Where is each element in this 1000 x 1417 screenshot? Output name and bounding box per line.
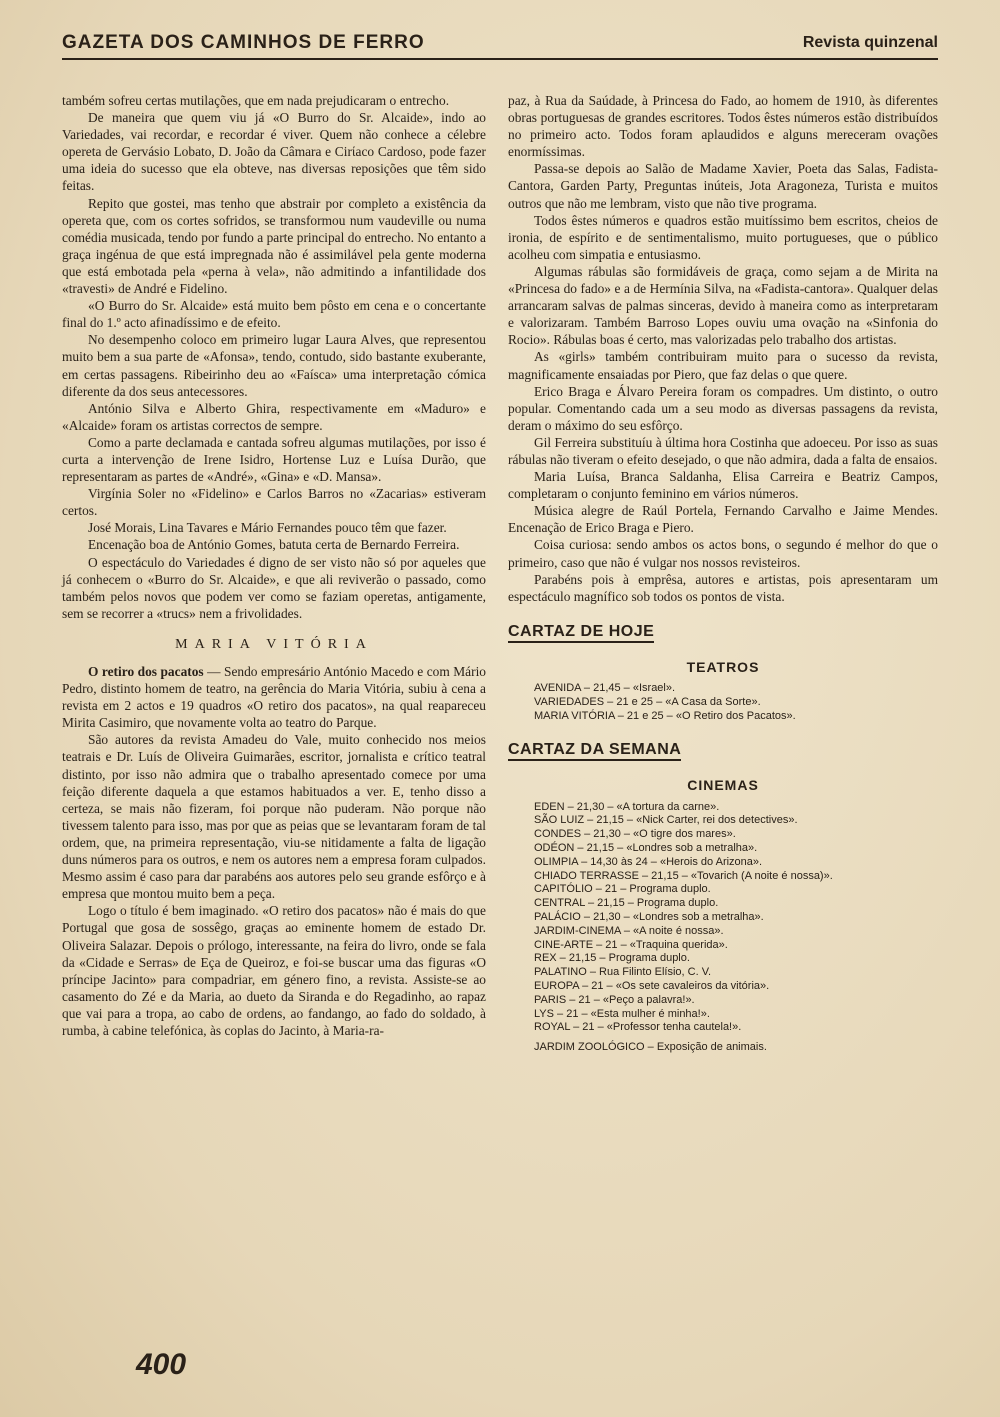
list-item: LYS – 21 – «Esta mulher é minha!». — [534, 1007, 710, 1020]
list-item: MARIA VITÓRIA – 21 e 25 – «O Retiro dos Pacatos». — [534, 709, 796, 722]
paragraph: António Silva e Alberto Ghira, respectivamente em «Maduro» e «Alcaide» foram os artistas correctos de sempre. — [62, 400, 486, 433]
cartaz-hoje-heading: CARTAZ DE HOJE — [508, 623, 654, 643]
list-item: PALATINO – Rua Filinto Elísio, C. V. — [534, 966, 712, 979]
list-item: JARDIM-CINEMA – «A noite é nossa». — [534, 924, 724, 937]
cartaz-semana-heading: CARTAZ DA SEMANA — [508, 741, 681, 761]
list-item: VARIEDADES – 21 e 25 – «A Casa da Sorte». — [534, 695, 761, 708]
paragraph: Algumas rábulas são formidáveis de graça, como sejam a de Mirita na «Princesa do fado» e a de Hermínia Silva, na «Fadista-cantora». Qualquer delas arrancaram salvas de palmas sinceras, devido à maneira como as interpretaram e valorizaram. Também Barroso Lopes ouviu uma ovação na «Sinfonia do Rocio». Rábulas boas é certo, mas valorizadas pelo trabalho dos artistas. — [508, 263, 938, 348]
list-item: PARIS – 21 – «Peço a palavra!». — [534, 993, 695, 1006]
paragraph: Repito que gostei, mas tenho que abstrair por completo a existência da opereta que, com os cortes sofridos, se transformou num vaudeville ou numa comédia musicada, tendo por fundo a parte principal do entrecho. No entanto a graça ingénua de que está impregnada não é assimilável pela gente moderna que está embotada pela «perna à vela», não admitindo a infantilidade dos «travesti» de André e Fidelino. — [62, 195, 486, 297]
paragraph: também sofreu certas mutilações, que em nada prejudicaram o entrecho. — [62, 93, 450, 108]
publication-subtitle: Revista quinzenal — [802, 34, 938, 51]
paragraph: O espectáculo do Variedades é digno de ser visto não só por aqueles que já conhecem o «Burro do Sr. Alcaide», e que ali reviverão o passado, como também pelos novos que podem ver como se faziam operetas, antigamente, sem se recorrer a «trucs» nem a frivolidades. — [62, 554, 486, 621]
paragraph: paz, à Rua da Saúdade, à Princesa do Fado, ao homem de 1910, às diferentes obras portuguesas de grandes escritores. Todos êstes números estão distribuídos no primeiro acto. Todos foram aplaudidos e alguns mereceram ovações enormíssimas. — [508, 93, 938, 160]
paragraph — [62, 663, 486, 731]
paragraph: Como a parte declamada e cantada sofreu algumas mutilações, por isso é curta a intervenção de Irene Isidro, Hortense Luz e Luísa Durão, que representaram as partes de «André», «Gina» e «D. Mansa». — [62, 434, 486, 485]
left-column — [62, 92, 486, 1039]
paragraph: No desempenho coloco em primeiro lugar Laura Alves, que representou muito bem a sua parte de «Afonsa», tendo, contudo, sido bastante exuberante, em certas passagens. Ribeirinho deu ao «Faísca» uma interpretação cómica diferente da dos seus antecessores. — [62, 332, 486, 399]
paragraph: Passa-se depois ao Salão de Madame Xavier, Poeta das Salas, Fadista-Cantora, Garden Party, Preguntas inúteis, Jota Aragoneza, Turista e muitos outros que não me lembram, visto que não tive programa. — [508, 161, 938, 211]
list-item: REX – 21,15 – Programa duplo. — [534, 952, 690, 965]
list-item: ROYAL – 21 – «Professor tenha cautela!». — [534, 1021, 742, 1034]
paragraph: Virgínia Soler no «Fidelino» e Carlos Barros no «Zacarias» estiveram certos. — [62, 486, 486, 519]
list-item: CAPITÓLIO – 21 – Programa duplo. — [534, 883, 711, 896]
lead-text: — Sendo empresário António Macedo e com Mário Pedro, distinto homem de teatro, na gerência do Maria Vitória, subiu à cena a revista em 2 actos e 19 quadros «O retiro dos pacatos», na qual reapareceu Mirita Casimiro, que novamente volta ao teatro do Parque. — [62, 664, 486, 731]
paragraph: José Morais, Lina Tavares e Mário Fernandes pouco têm que fazer. — [88, 520, 447, 536]
masthead — [62, 30, 938, 60]
list-item: CONDES – 21,30 – «O tigre dos mares». — [534, 828, 736, 841]
teatros-heading: TEATROS — [686, 658, 760, 675]
paragraph: Encenação boa de António Gomes, batuta certa de Bernardo Ferreira. — [88, 537, 460, 553]
paragraph: Coisa curiosa: sendo ambos os actos bons, o segundo é melhor do que o primeiro, caso que não é vulgar nos nossos revisteiros. — [508, 537, 938, 570]
list-item: SÃO LUIZ – 21,15 – «Nick Carter, rei dos detectives». — [534, 814, 798, 827]
list-item: PALÁCIO – 21,30 – «Londres sob a metralha». — [534, 910, 764, 923]
list-item: AVENIDA – 21,45 – «Israel». — [534, 682, 676, 694]
paragraph: São autores da revista Amadeu do Vale, muito conhecido nos meios teatrais e Dr. Luís de Oliveira Guimarães, escritor, jornalista e crítico teatral distinto, por isso não admira que o trabalho apresentado comece por uma feição diferente daquela a que estamos habituados a ver. E, tenho disso a certeza, se mais não fizeram, foi porque não puderam. Não porque não tivessem talento para isso, mas por que as peias que se levantaram foram de tal ordem, que, na primeira representação, viu-se nitidamente a falta de ligação duns números para os outros, e nem os autores nem a empresa foram culpados. Mesmo assim é caso para dar parabéns aos autores pelo seu grande esfôrço e à empresa que montou muito bem a peça. — [62, 732, 486, 902]
cinemas-list — [534, 801, 938, 1036]
paragraph: Erico Braga e Álvaro Pereira foram os compadres. Um distinto, o outro popular. Comentando cada um a seu modo as diversas passagens da revista, deram o máximo do seu esfôrço. — [508, 383, 938, 433]
list-item: CENTRAL – 21,15 – Programa duplo. — [534, 897, 719, 910]
list-item: ODÉON – 21,15 – «Londres sob a metralha». — [534, 841, 758, 854]
list-item: EDEN – 21,30 – «A tortura da carne». — [534, 800, 720, 813]
paragraph: Todos êstes números e quadros estão muitíssimo bem escritos, cheios de ironia, de espírito e de sentimentalismo, muito portugueses, que o público acolheu com simpatia e entusiasmo. — [508, 212, 938, 262]
zoo-listing — [534, 1041, 938, 1055]
paragraph: Maria Luísa, Branca Saldanha, Elisa Carreira e Beatriz Campos, completaram o conjunto feminino em vários números. — [508, 469, 938, 502]
teatros-list — [534, 682, 938, 723]
paragraph: «O Burro do Sr. Alcaide» está muito bem pôsto em cena e o concertante final do 1.º acto afinadíssimo e de efeito. — [62, 298, 486, 331]
list-item: EUROPA – 21 – «Os sete cavaleiros da vitória». — [534, 979, 770, 992]
section-heading: MARIA VITÓRIA — [175, 636, 373, 652]
paragraph: Música alegre de Raúl Portela, Fernando Carvalho e Jaime Mendes. Encenação de Erico Braga e Piero. — [508, 503, 938, 536]
list-item: JARDIM ZOOLÓGICO – Exposição de animais. — [534, 1041, 767, 1054]
list-item: CINE-ARTE – 21 – «Traquina querida». — [534, 938, 728, 951]
list-item: OLIMPIA – 14,30 às 24 – «Herois do Arizona». — [534, 855, 763, 868]
right-column — [508, 92, 938, 1055]
cinemas-heading: CINEMAS — [687, 777, 759, 794]
page-number: 400 — [136, 1348, 187, 1381]
list-item: CHIADO TERRASSE – 21,15 – «Tovarich (A noite é nossa)». — [534, 869, 833, 882]
publication-title: GAZETA DOS CAMINHOS DE FERRO — [62, 32, 425, 53]
paragraph: Gil Ferreira substituíu à última hora Costinha que adoeceu. Por isso as suas rábulas não tiveram o efeito desejado, o que não admira, dada a falta de ensaios. — [508, 434, 938, 467]
paragraph: Parabéns pois à emprêsa, autores e artistas, pois apresentaram um espectáculo magnífico sob todos os pontos de vista. — [508, 571, 938, 604]
paragraph: As «girls» também contribuiram muito para o sucesso da revista, magnificamente ensaiadas por Piero, que faz delas o que quere. — [508, 349, 938, 382]
paragraph: De maneira que quem viu já «O Burro do Sr. Alcaide», indo ao Variedades, vai recordar, e recordar é viver. Quem não conhece a célebre opereta de Gervásio Lobato, D. João da Câmara e Cirίaco Cardoso, pode fazer uma ideia do sucesso que ela obteve, nas diversas reposições que têm sido feitas. — [62, 110, 486, 194]
lead-title: O retiro dos pacatos — [88, 664, 204, 679]
paragraph: Logo o título é bem imaginado. «O retiro dos pacatos» não é mais do que Portugal que gosa de sossêgo, graças ao eminente homem de estado Dr. Oliveira Salazar. Depois o prólogo, interessante, na feira do livro, onde se fala da «Cidade e Serras» de Eça de Queiroz, e foi-se buscar uma das figuras «O príncipe Jacinto» para compadriar, em género fino, a revista. Assiste-se ao casamento do Zé e da Maria, ao dueto da Siranda e do Regadinho, ao rapaz que vai para a tropa, ao cabo de ordens, ao fandango, ao fado do soldado, à rumba, à cabine telefónica, às coplas do Jacinto, à Maria-ra- — [62, 903, 486, 1038]
